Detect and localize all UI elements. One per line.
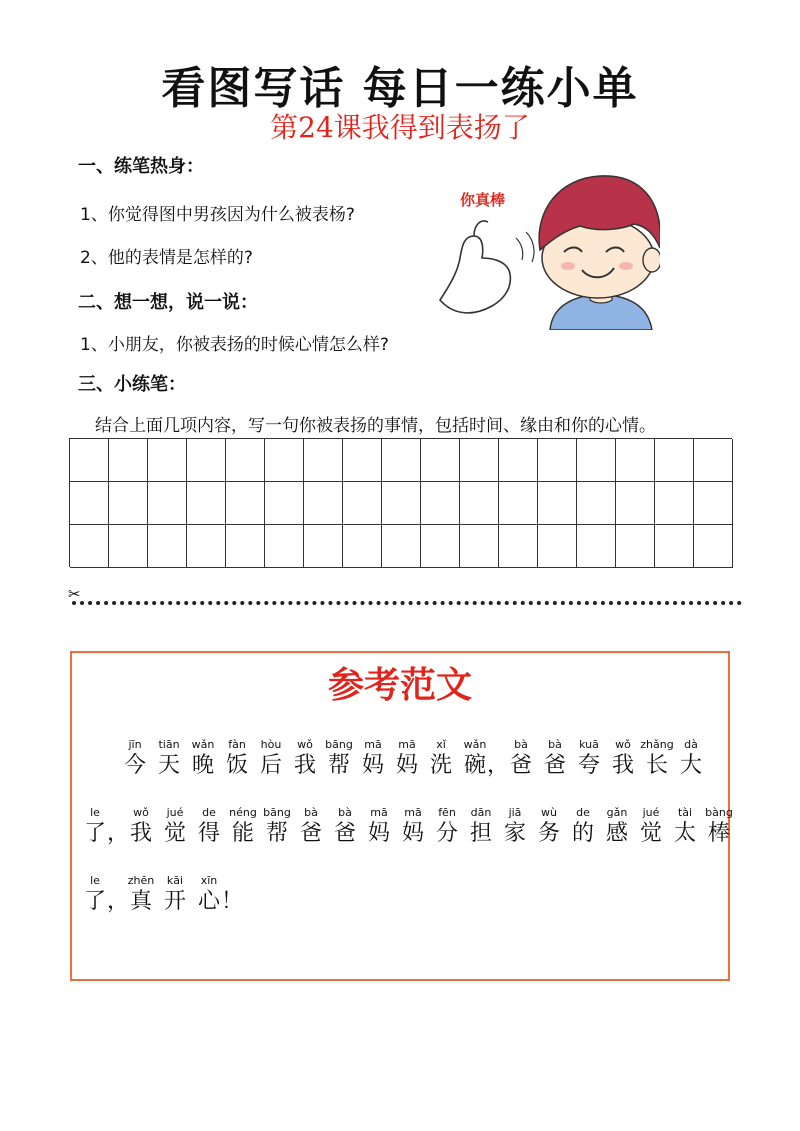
- hanzi: 夸: [577, 753, 600, 778]
- grid-cell[interactable]: [70, 439, 109, 482]
- grid-cell[interactable]: [655, 525, 694, 568]
- hanzi: 妈: [361, 753, 384, 778]
- boy-praise-illustration: [430, 150, 660, 330]
- grid-cell[interactable]: [382, 439, 421, 482]
- grid-cell[interactable]: [148, 525, 187, 568]
- pinyin: fàn: [228, 738, 246, 751]
- essay-line-3: [78, 874, 244, 916]
- grid-cell[interactable]: [538, 525, 577, 568]
- grid-cell[interactable]: [109, 525, 148, 568]
- hanzi: 真: [129, 889, 152, 914]
- pinyin: xǐ: [436, 738, 446, 751]
- section-heading-practice: 三、小练笔：: [78, 374, 186, 395]
- grid-cell[interactable]: [655, 482, 694, 525]
- hanzi: 晚: [191, 753, 214, 778]
- pinyin: dà: [684, 738, 698, 751]
- pinyin: bà: [304, 806, 318, 819]
- hanzi: 大: [679, 753, 702, 778]
- hanzi: 棒: [707, 821, 730, 846]
- essay-char: [566, 806, 600, 848]
- hanzi: 了: [83, 821, 106, 846]
- essay-char: [464, 806, 498, 848]
- essay-char: [107, 806, 130, 848]
- hanzi: 觉: [639, 821, 662, 846]
- grid-cell[interactable]: [577, 525, 616, 568]
- essay-char: [362, 806, 396, 848]
- pinyin: bàng: [705, 806, 733, 819]
- pinyin: kāi: [166, 874, 184, 887]
- essay-char: [152, 738, 186, 780]
- hanzi: ！: [221, 889, 244, 914]
- hanzi: 爸: [543, 753, 566, 778]
- pinyin: wǎn: [463, 738, 487, 751]
- lesson-subtitle: 第24课我得到表扬了: [270, 111, 530, 144]
- pinyin: wǒ: [615, 738, 631, 751]
- grid-cell[interactable]: [148, 482, 187, 525]
- essay-char: [668, 806, 702, 848]
- essay-char: [186, 738, 220, 780]
- hanzi: ，: [487, 753, 510, 778]
- essay-char: [107, 874, 130, 916]
- essay-char: [124, 806, 158, 848]
- grid-cell[interactable]: [616, 525, 655, 568]
- essay-char: [430, 806, 464, 848]
- essay-char: [538, 738, 572, 780]
- essay-char: [288, 738, 322, 780]
- grid-cell[interactable]: [499, 439, 538, 482]
- essay-char: [124, 874, 158, 916]
- hanzi: 爸: [509, 753, 532, 778]
- section-heading-warmup: 一、练笔热身：: [78, 156, 204, 177]
- grid-cell[interactable]: [421, 525, 460, 568]
- hanzi: ，: [107, 889, 130, 914]
- pinyin: bà: [514, 738, 528, 751]
- grid-cell[interactable]: [304, 525, 343, 568]
- essay-char: [226, 806, 260, 848]
- essay-char: [396, 806, 430, 848]
- grid-cell[interactable]: [265, 482, 304, 525]
- question-2: 2、他的表情是怎样的?: [80, 248, 253, 268]
- hanzi: 我: [293, 753, 316, 778]
- grid-cell[interactable]: [421, 439, 460, 482]
- practice-instruction: 结合上面几项内容，写一句你被表扬的事情，包括时间、缘由和你的心情。: [95, 416, 656, 436]
- writing-grid[interactable]: [69, 438, 732, 567]
- grid-cell[interactable]: [343, 482, 382, 525]
- essay-char: [158, 806, 192, 848]
- hanzi: 碗: [463, 753, 486, 778]
- grid-cell[interactable]: [343, 439, 382, 482]
- hanzi: 能: [231, 821, 254, 846]
- pinyin: wù: [541, 806, 557, 819]
- grid-cell[interactable]: [265, 525, 304, 568]
- hanzi: 洗: [429, 753, 452, 778]
- essay-char: [390, 738, 424, 780]
- essay-char: [702, 806, 736, 848]
- grid-cell[interactable]: [304, 482, 343, 525]
- pinyin: tiān: [158, 738, 180, 751]
- essay-char: [118, 738, 152, 780]
- pinyin: bà: [338, 806, 352, 819]
- pinyin: wǒ: [133, 806, 149, 819]
- grid-cell[interactable]: [616, 482, 655, 525]
- hanzi: 家: [503, 821, 526, 846]
- grid-cell[interactable]: [655, 439, 694, 482]
- cut-line: [72, 601, 742, 605]
- hanzi: 妈: [395, 753, 418, 778]
- pinyin: néng: [229, 806, 257, 819]
- essay-char: [192, 806, 226, 848]
- grid-cell[interactable]: [187, 525, 226, 568]
- essay-char: [572, 738, 606, 780]
- hanzi: 务: [537, 821, 560, 846]
- pinyin: mā: [404, 806, 422, 819]
- grid-cell[interactable]: [187, 482, 226, 525]
- pinyin: wǎn: [191, 738, 215, 751]
- hanzi: 开: [163, 889, 186, 914]
- essay-char: [158, 874, 192, 916]
- hanzi: 了: [83, 889, 106, 914]
- hanzi: 我: [611, 753, 634, 778]
- hanzi: 天: [157, 753, 180, 778]
- hanzi: 长: [645, 753, 668, 778]
- pinyin: jiā: [508, 806, 522, 819]
- pinyin: jué: [642, 806, 660, 819]
- pinyin: xīn: [200, 874, 218, 887]
- hanzi: 我: [129, 821, 152, 846]
- pinyin: fēn: [438, 806, 456, 819]
- essay-char: [356, 738, 390, 780]
- pinyin: dān: [470, 806, 492, 819]
- pinyin: le: [90, 874, 100, 887]
- thumbs-up-icon: [440, 221, 534, 313]
- grid-cell[interactable]: [694, 482, 733, 525]
- pinyin: bà: [548, 738, 562, 751]
- scissors-icon: ✂: [68, 585, 81, 603]
- grid-cell[interactable]: [577, 482, 616, 525]
- pinyin: zhǎng: [640, 738, 674, 751]
- grid-cell[interactable]: [70, 525, 109, 568]
- pinyin: bāng: [325, 738, 353, 751]
- essay-char: [600, 806, 634, 848]
- pinyin: mā: [398, 738, 416, 751]
- grid-cell[interactable]: [187, 439, 226, 482]
- grid-cell[interactable]: [616, 439, 655, 482]
- hanzi: 妈: [401, 821, 424, 846]
- grid-cell[interactable]: [460, 439, 499, 482]
- grid-cell[interactable]: [577, 439, 616, 482]
- grid-cell[interactable]: [265, 439, 304, 482]
- hanzi: 太: [673, 821, 696, 846]
- essay-char: [606, 738, 640, 780]
- grid-cell[interactable]: [499, 482, 538, 525]
- speech-text: 你真棒: [460, 191, 506, 209]
- model-essay-title: 参考范文: [327, 664, 472, 706]
- pinyin: de: [202, 806, 216, 819]
- grid-cell[interactable]: [226, 525, 265, 568]
- pinyin: kuā: [579, 738, 599, 751]
- essay-char: [322, 738, 356, 780]
- grid-cell[interactable]: [109, 482, 148, 525]
- grid-cell[interactable]: [226, 439, 265, 482]
- essay-line-1: [118, 738, 708, 780]
- hanzi: 后: [259, 753, 282, 778]
- pinyin: wǒ: [297, 738, 313, 751]
- pinyin: mā: [370, 806, 388, 819]
- pinyin: bāng: [263, 806, 291, 819]
- grid-cell[interactable]: [343, 525, 382, 568]
- essay-char: [674, 738, 708, 780]
- pinyin: jué: [166, 806, 184, 819]
- pinyin: mā: [364, 738, 382, 751]
- essay-char: [294, 806, 328, 848]
- hanzi: 妈: [367, 821, 390, 846]
- grid-cell[interactable]: [421, 482, 460, 525]
- hanzi: 帮: [327, 753, 350, 778]
- hanzi: 心: [197, 889, 220, 914]
- grid-cell[interactable]: [460, 482, 499, 525]
- pinyin: tài: [677, 806, 693, 819]
- question-1: 1、你觉得图中男孩因为什么被表杨?: [80, 205, 355, 225]
- question-3: 1、小朋友，你被表扬的时候心情怎么样?: [80, 335, 389, 355]
- grid-cell[interactable]: [70, 482, 109, 525]
- pinyin: hòu: [260, 738, 282, 751]
- hanzi: 得: [197, 821, 220, 846]
- essay-char: [220, 738, 254, 780]
- essay-line-2: [78, 806, 736, 848]
- grid-cell[interactable]: [460, 525, 499, 568]
- grid-cell[interactable]: [538, 439, 577, 482]
- grid-cell[interactable]: [499, 525, 538, 568]
- essay-char: [221, 874, 244, 916]
- hanzi: 担: [469, 821, 492, 846]
- hanzi: 的: [571, 821, 594, 846]
- essay-char: [532, 806, 566, 848]
- essay-char: [498, 806, 532, 848]
- grid-cell[interactable]: [109, 439, 148, 482]
- essay-char: [487, 738, 510, 780]
- page-title: 看图写话 每日一练小单: [161, 63, 639, 114]
- hanzi: 觉: [163, 821, 186, 846]
- grid-cell[interactable]: [694, 525, 733, 568]
- essay-char: [254, 738, 288, 780]
- grid-cell[interactable]: [304, 439, 343, 482]
- pinyin: de: [576, 806, 590, 819]
- essay-char: [424, 738, 458, 780]
- grid-cell[interactable]: [538, 482, 577, 525]
- hanzi: 今: [123, 753, 146, 778]
- pinyin: jīn: [128, 738, 142, 751]
- grid-cell[interactable]: [694, 439, 733, 482]
- essay-char: [634, 806, 668, 848]
- grid-cell[interactable]: [148, 439, 187, 482]
- pinyin: le: [90, 806, 100, 819]
- hanzi: 爸: [299, 821, 322, 846]
- hanzi: ，: [107, 821, 130, 846]
- essay-char: [504, 738, 538, 780]
- hanzi: 饭: [225, 753, 248, 778]
- essay-char: [328, 806, 362, 848]
- essay-char: [640, 738, 674, 780]
- hanzi: 感: [605, 821, 628, 846]
- essay-char: [260, 806, 294, 848]
- grid-cell[interactable]: [382, 525, 421, 568]
- hanzi: 帮: [265, 821, 288, 846]
- pinyin: gǎn: [606, 806, 628, 819]
- grid-cell[interactable]: [382, 482, 421, 525]
- pinyin: zhēn: [127, 874, 155, 887]
- hanzi: 爸: [333, 821, 356, 846]
- hanzi: 分: [435, 821, 458, 846]
- grid-cell[interactable]: [226, 482, 265, 525]
- section-heading-think: 二、想一想，说一说：: [78, 292, 258, 313]
